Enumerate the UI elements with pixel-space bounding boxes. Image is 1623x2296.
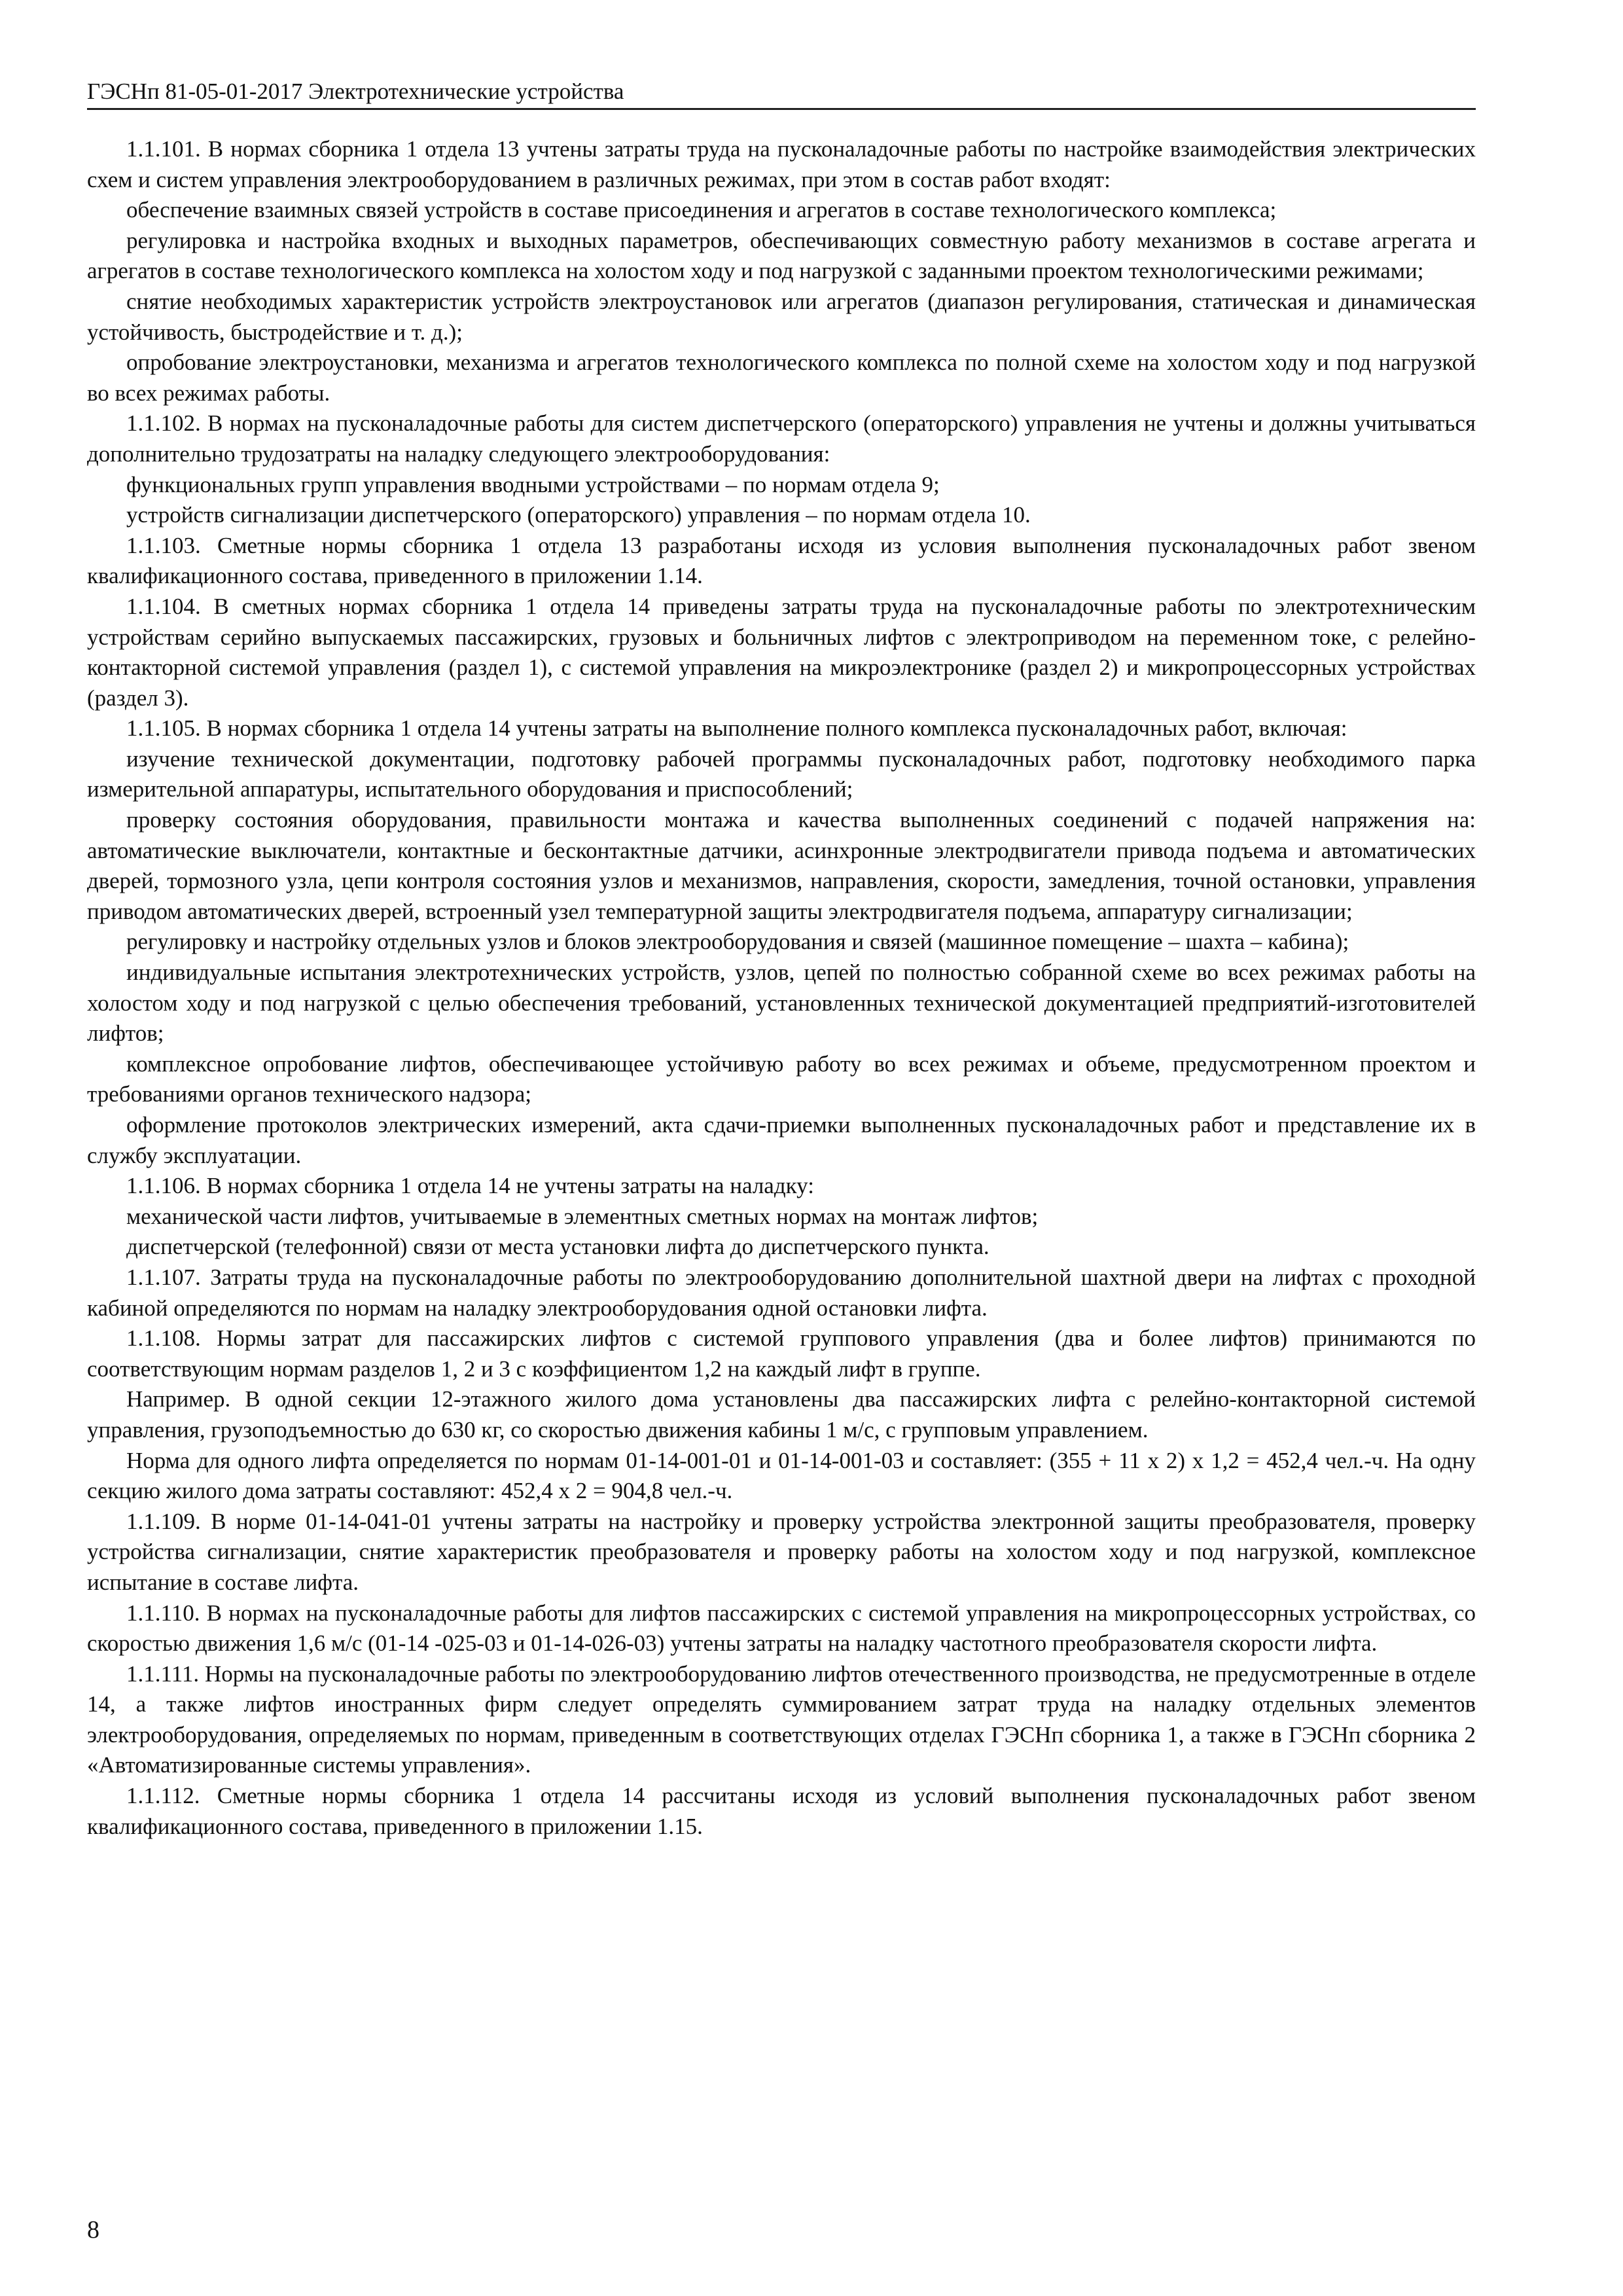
paragraph: 1.1.101. В нормах сборника 1 отдела 13 учтены затраты труда на пусконаладочные работы по настройке взаимодействия электрических схем и систем управления электрооборудованием в различных режимах, при этом в состав работ входят:: [87, 136, 1476, 192]
paragraph: индивидуальные испытания электротехнических устройств, узлов, цепей по полностью собранной схеме во всех режимах работы на холостом ходу и под нагрузкой с целью обеспечения требований, установленных технической документацией предприятий-изготовителей лифтов;: [87, 960, 1476, 1047]
paragraph: 1.1.106. В нормах сборника 1 отдела 14 не учтены затраты на наладку:: [126, 1173, 814, 1199]
paragraph: диспетчерской (телефонной) связи от места установки лифта до диспетчерского пункта.: [126, 1234, 990, 1260]
paragraph: 1.1.108. Нормы затрат для пассажирских лифтов с системой группового управления (два и более лифтов) принимаются по соответствующим нормам разделов 1, 2 и 3 с коэффициентом 1,2 на каждый лифт в группе.: [87, 1325, 1476, 1382]
paragraph: 1.1.111. Нормы на пусконаладочные работы по электрооборудованию лифтов отечественного производства, не предусмотренные в отделе 14, а также лифтов иностранных фирм следует определять суммированием затрат труда на наладку отдельных элементов электрооборудования, определяемых по нормам, приведенным в соответствующих отделах ГЭСНп сборника 1, а также в ГЭСНп сборника 2 «Автоматизированные системы управления».: [87, 1660, 1476, 1778]
page-number: 8: [87, 2216, 99, 2244]
paragraph: 1.1.104. В сметных нормах сборника 1 отдела 14 приведены затраты труда на пусконаладочные работы по электротехническим устройствам серийно выпускаемых пассажирских, грузовых и больничных лифтов с электроприводом на переменном токе, с релейно-контакторной системой управления (раздел 1), с системой управления на микроэлектронике (раздел 2) и микропроцессорных устройствах (раздел 3).: [87, 593, 1476, 711]
paragraph: комплексное опробование лифтов, обеспечивающее устойчивую работу во всех режимах и объеме, предусмотренном проектом и требованиями органов технического надзора;: [87, 1050, 1476, 1107]
header-rule: [87, 108, 1476, 110]
paragraph: оформление протоколов электрических измерений, акта сдачи-приемки выполненных пусконаладочных работ и представление их в службу эксплуатации.: [87, 1112, 1476, 1168]
paragraph: опробование электроустановки, механизма и агрегатов технологического комплекса по полной схеме на холостом ходу и под нагрузкой во всех режимах работы.: [87, 350, 1476, 406]
paragraph: регулировку и настройку отдельных узлов и блоков электрооборудования и связей (машинное помещение – шахта – кабина);: [126, 929, 1349, 955]
paragraph: 1.1.102. В нормах на пусконаладочные работы для систем диспетчерского (операторского) управления не учтены и должны учитываться дополнительно трудозатраты на наладку следующего электрооборудования:: [87, 410, 1476, 467]
paragraph: 1.1.105. В нормах сборника 1 отдела 14 учтены затраты на выполнение полного комплекса пусконаладочных работ, включая:: [126, 715, 1347, 742]
paragraph: 1.1.107. Затраты труда на пусконаладочные работы по электрооборудованию дополнительной шахтной двери на лифтах с проходной кабиной определяются по нормам на наладку электрооборудования одной остановки лифта.: [87, 1264, 1476, 1321]
document-body: [87, 134, 1476, 1842]
paragraph: устройств сигнализации диспетчерского (операторского) управления – по нормам отдела 10.: [126, 502, 1031, 528]
paragraph: механической части лифтов, учитываемые в элементных сметных нормах на монтаж лифтов;: [126, 1203, 1039, 1229]
paragraph: 1.1.109. В норме 01-14-041-01 учтены затраты на настройку и проверку устройства электронной защиты преобразователя, проверку устройства сигнализации, снятие характеристик преобразователя и проверку работы на холостом ходу и под нагрузкой, комплексное испытание в составе лифта.: [87, 1508, 1476, 1595]
paragraph: Например. В одной секции 12-этажного жилого дома установлены два пассажирских лифта с релейно-контакторной системой управления, грузоподъемностью до 630 кг, со скоростью движения кабины 1 м/с, с групповым управлением.: [87, 1386, 1476, 1443]
paragraph: обеспечение взаимных связей устройств в составе присоединения и агрегатов в составе технологического комплекса;: [126, 197, 1277, 223]
paragraph: функциональных групп управления вводными устройствами – по нормам отдела 9;: [126, 471, 940, 497]
running-header: ГЭСНп 81-05-01-2017 Электротехнические устройства: [87, 79, 624, 104]
paragraph: проверку состояния оборудования, правильности монтажа и качества выполненных соединений с подачей напряжения на: автоматические выключатели, контактные и бесконтактные датчики, асинхронные электродвигатели привода подъема и автоматических дверей, тормозного узла, цепи контроля состояния узлов и механизмов, направления, скорости, замедления, точной остановки, управления приводом автоматических дверей, встроенный узел температурной защиты электродвигателя подъема, аппаратуру сигнализации;: [87, 807, 1476, 924]
paragraph: изучение технической документации, подготовку рабочей программы пусконаладочных работ, подготовку необходимого парка измерительной аппаратуры, испытательного оборудования и приспособлений;: [87, 745, 1476, 802]
paragraph: снятие необходимых характеристик устройств электроустановок или агрегатов (диапазон регулирования, статическая и динамическая устойчивость, быстродействие и т. д.);: [87, 288, 1476, 345]
paragraph: Норма для одного лифта определяется по нормам 01-14-001-01 и 01-14-001-03 и составляет: (355 + 11 x 2) x 1,2 = 452,4 чел.-ч. На одну секцию жилого дома затраты составляют: 452,4 x 2 = 904,8 чел.-ч.: [87, 1447, 1476, 1504]
paragraph: 1.1.110. В нормах на пусконаладочные работы для лифтов пассажирских с системой управления на микропроцессорных устройствах, со скоростью движения 1,6 м/с (01-14 -025-03 и 01-14-026-03) учтены затраты на наладку частотного преобразователя скорости лифта.: [87, 1600, 1476, 1657]
paragraph: регулировка и настройка входных и выходных параметров, обеспечивающих совместную работу механизмов в составе агрегата и агрегатов в составе технологического комплекса на холостом ходу и под нагрузкой с заданными проектом технологическими режимами;: [87, 227, 1476, 284]
paragraph: 1.1.103. Сметные нормы сборника 1 отдела 13 разработаны исходя из условия выполнения пусконаладочных работ звеном квалификационного состава, приведенного в приложении 1.14.: [87, 532, 1476, 589]
paragraph: 1.1.112. Сметные нормы сборника 1 отдела 14 рассчитаны исходя из условий выполнения пусконаладочных работ звеном квалификационного состава, приведенного в приложении 1.15.: [87, 1783, 1476, 1839]
